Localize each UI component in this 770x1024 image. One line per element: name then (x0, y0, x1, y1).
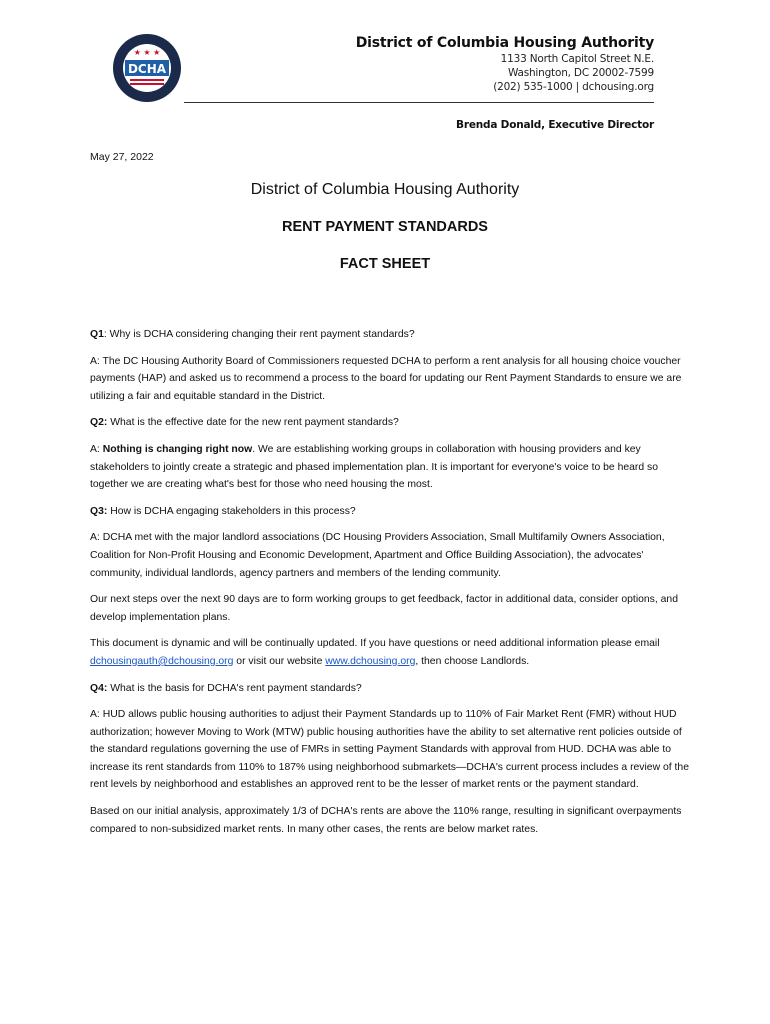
q4-answer-1: A: HUD allows public housing authorities to adjust their Payment Standards up to 110% of Fair Market Rent (FMR) without HUD authorization; however Moving to Work (MTW) public housing authorities have the ability to set alternative rent policies outside of the standard regulations governing the use of FMRs in setting Payment Standards with approval from HUD. DCHA was able to increase its rent standards from 110% to 187% using neighborhood submarkets—DCHA's current process includes a review of the rent levels by neighborhood and establishes an approved rent to be the lesser of market rents or the payment standard. (90, 709, 689, 791)
email-link[interactable]: dchousingauth@dchousing.org (90, 655, 234, 667)
title-subject: RENT PAYMENT STANDARDS (282, 219, 488, 235)
dcha-logo (112, 33, 182, 103)
org-name: District of Columbia Housing Authority (355, 35, 654, 51)
address-line-1: 1133 North Capitol Street N.E. (500, 53, 654, 65)
q3-answer-3-mid: or visit our website (233, 655, 326, 667)
q1-text: : Why is DCHA considering changing their rent payment standards? (103, 329, 415, 340)
logo-text: DCHA (127, 62, 167, 76)
q2-text: What is the effective date for the new rent payment standards? (107, 417, 399, 429)
q1-question (90, 326, 690, 344)
q3-answer-3 (90, 635, 690, 670)
q2-answer (90, 441, 690, 494)
q2-answer-emphasis: Nothing is changing right now (102, 443, 253, 455)
q3-answer-3-text: This document is dynamic and will be continually updated. If you have questions or need additional information please email (90, 638, 660, 650)
q2-label: Q2: (90, 417, 108, 429)
q3-label: Q3: (90, 505, 108, 517)
q2-answer-prefix: A: (90, 443, 103, 455)
q3-answer-2: Our next steps over the next 90 days are to form working groups to get feedback, factor in additional data, consider options, and develop implementation plans. (90, 594, 678, 623)
q1-answer: A: The DC Housing Authority Board of Commissioners requested DCHA to perform a rent analysis for all housing choice voucher payments (HAP) and asked us to recommend a process to the board for updating our Rent Payment Standards to ensure we are utilizing a fair and equitable standard in the District. (90, 355, 682, 402)
q4-text: What is the basis for DCHA's rent payment standards? (107, 682, 362, 694)
letterhead-address (356, 34, 654, 94)
q3-text: How is DCHA engaging stakeholders in this process? (107, 505, 356, 517)
contact-line: (202) 535-1000 | dchousing.org (493, 81, 654, 93)
title-org: District of Columbia Housing Authority (250, 181, 520, 198)
title-doc-type: FACT SHEET (339, 256, 431, 272)
fact-sheet-content (90, 326, 690, 847)
svg-text:★ ★ ★: ★ ★ ★ (133, 48, 161, 57)
website-link[interactable]: www.dchousing.org (325, 655, 416, 667)
q4-answer-2: Based on our initial analysis, approximately 1/3 of DCHA's rents are above the 110% range, resulting in significant overpayments compared to non-subsidized market rents. In many other cases, the rents are below market rates. (90, 806, 682, 835)
q4-question (90, 680, 690, 698)
q3-answer-1: A: DCHA met with the major landlord associations (DC Housing Providers Association, Small Multifamily Owners Association, Coalition for Non-Profit Housing and Economic Development, Apartment and Office Building Association), the advocates' community, individual landlords, agency partners and members of the lending community. (90, 532, 665, 579)
q1-label: Q1 (90, 329, 104, 340)
q3-answer-3-end: , then choose Landlords. (415, 655, 530, 667)
executive-director: Brenda Donald, Executive Director (456, 119, 654, 131)
q2-question (90, 414, 690, 432)
q2-answer-rest: . We are establishing working groups in collaboration with housing providers and key stakeholders to jointly create a strategic and phased implementation plan. It is important for everyone's voice to be heard so together we are creating what's best for those who need housing the most. (90, 443, 659, 491)
header-divider (184, 102, 654, 103)
address-line-2: Washington, DC 20002-7599 (507, 67, 654, 79)
q4-label: Q4: (90, 682, 108, 694)
website: dchousing.org (582, 81, 654, 93)
document-date: May 27, 2022 (90, 151, 154, 163)
phone: (202) 535-1000 (493, 81, 573, 93)
q3-question (90, 503, 690, 521)
